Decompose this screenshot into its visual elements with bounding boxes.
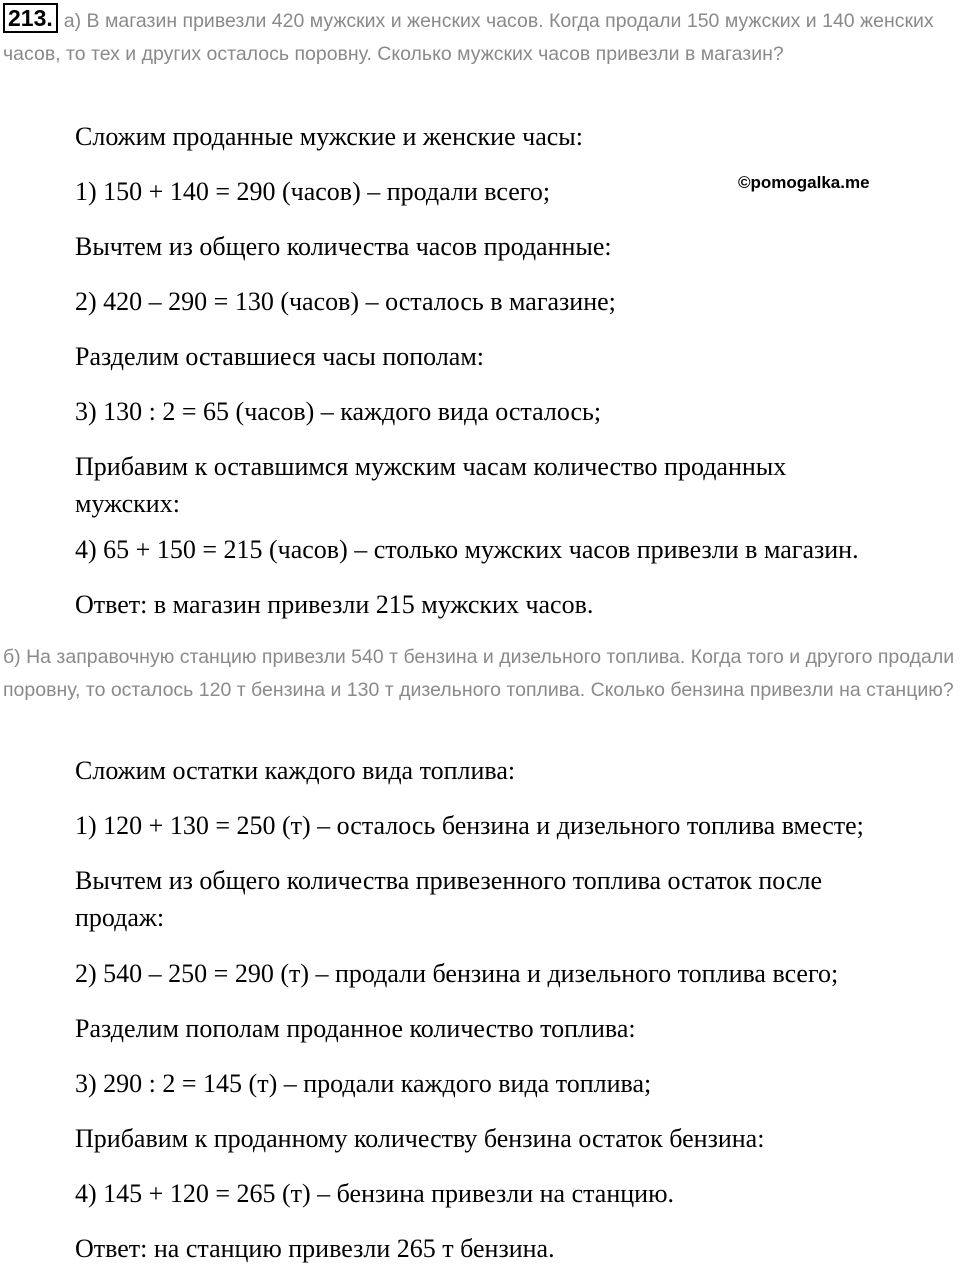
watermark: ©pomogalka.me: [738, 173, 870, 192]
solution-a-line: 3) 130 : 2 = 65 (часов) – каждого вида осталось;: [75, 397, 602, 426]
problem-a-text: а) В магазин привезли 420 мужских и женских часов. Когда продали 150 мужских и 140 женских часов, то тех и других осталось поровну. Сколько мужских часов привезли в магазин?: [3, 10, 934, 65]
solution-b-answer: Ответ: на станцию привезли 265 т бензина.: [75, 1234, 555, 1263]
problem-b-statement: б) На заправочную станцию привезли 540 т бензина и дизельного топлива. Когда того и другого продали поровну, то осталось 120 т бензина и 130 т дизельного топлива. Сколько бензина привезли на станцию?: [3, 646, 955, 701]
solution-b-line: Сложим остатки каждого вида топлива:: [75, 756, 516, 785]
solution-b-line: 1) 120 + 130 = 250 (т) – осталось бензина и дизельного топлива вместе;: [75, 811, 864, 840]
solution-a-line: 2) 420 – 290 = 130 (часов) – осталось в магазине;: [75, 287, 616, 316]
solution-a-line: 4) 65 + 150 = 215 (часов) – столько мужских часов привезли в магазин.: [75, 535, 859, 564]
solution-b-line: 3) 290 : 2 = 145 (т) – продали каждого вида топлива;: [75, 1069, 652, 1098]
solution-a-line: Разделим оставшиеся часы пополам:: [75, 342, 485, 371]
solution-b-line: Разделим пополам проданное количество топлива:: [75, 1014, 636, 1043]
task-number: 213.: [3, 3, 58, 33]
solution-a-answer: Ответ: в магазин привезли 215 мужских часов.: [75, 590, 594, 619]
solution-b-line: 2) 540 – 250 = 290 (т) – продали бензина и дизельного топлива всего;: [75, 959, 839, 988]
solution-a-line: 1) 150 + 140 = 290 (часов) – продали всего;: [75, 177, 551, 206]
solution-b-line: Прибавим к проданному количеству бензина остаток бензина:: [75, 1124, 765, 1153]
solution-a-line: Сложим проданные мужские и женские часы:: [75, 122, 583, 151]
solution-b-line: 4) 145 + 120 = 265 (т) – бензина привезли на станцию.: [75, 1179, 674, 1208]
solution-b-line: Вычтем из общего количества привезенного топлива остаток после продаж:: [75, 866, 822, 932]
problem-a-statement: [3, 3, 958, 71]
solution-a-line: Прибавим к оставшимся мужским часам количество проданных мужских:: [75, 452, 787, 518]
solution-a-line: Вычтем из общего количества часов проданные:: [75, 232, 612, 261]
